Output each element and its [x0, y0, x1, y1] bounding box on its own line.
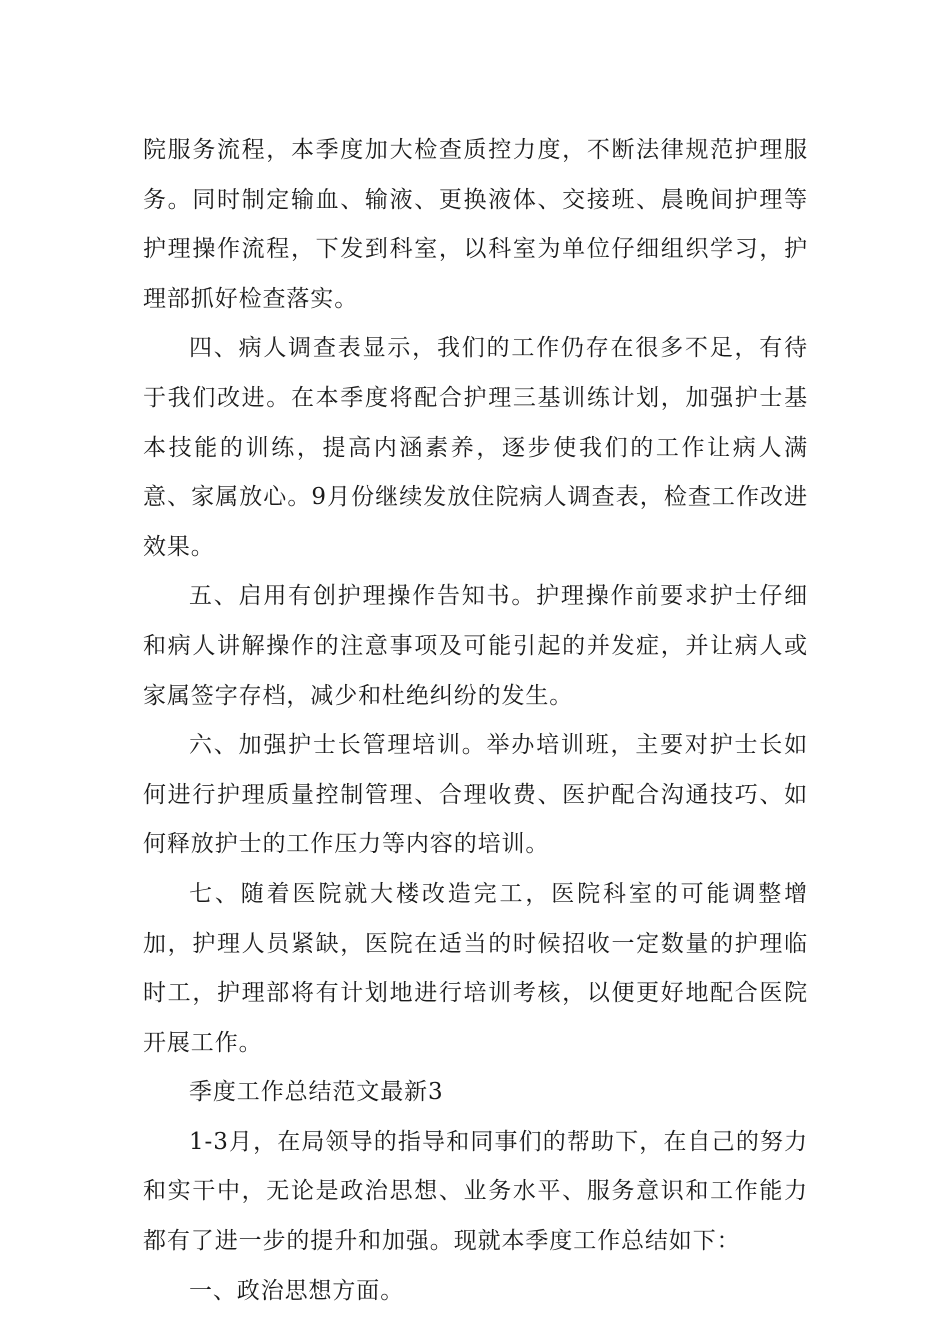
paragraph-intro: 1-3月，在局领导的指导和同事们的帮助下，在自己的努力和实干中，无论是政治思想、业务水平、服务意识和工作能力都有了进一步的提升和加强。现就本季度工作总结如下：: [143, 1128, 808, 1255]
paragraph-item-four: 四、病人调查表显示，我们的工作仍存在很多不足，有待于我们改进。在本季度将配合护理三基训练计划，加强护士基本技能的训练，提高内涵素养，逐步使我们的工作让病人满意、家属放心。9月份继续发放住院病人调查表，检查工作改进效果。: [143, 335, 808, 560]
paragraph-item-six: 六、加强护士长管理培训。举办培训班，主要对护士长如何进行护理质量控制管理、合理收费、医护配合沟通技巧、如何释放护士的工作压力等内容的培训。: [143, 732, 808, 858]
paragraph-item-seven: 七、随着医院就大楼改造完工，医院科室的可能调整增加，护理人员紧缺，医院在适当的时候招收一定数量的护理临时工，护理部将有计划地进行培训考核，以便更好地配合医院开展工作。: [143, 880, 808, 1056]
section-heading: 季度工作总结范文最新3: [189, 1079, 444, 1106]
document-body: [143, 126, 808, 1316]
paragraph-item-five: 五、启用有创护理操作告知书。护理操作前要求护士仔细和病人讲解操作的注意事项及可能引起的并发症，并让病人或家属签字存档，减少和杜绝纠纷的发生。: [143, 583, 808, 709]
paragraph-service-process: 院服务流程，本季度加大检查质控力度，不断法律规范护理服务。同时制定输血、输液、更换液体、交接班、晨晚间护理等护理操作流程，下发到科室，以科室为单位仔细组织学习，护理部抓好检查落实。: [143, 137, 808, 312]
paragraph-political-thought: 一、政治思想方面。: [189, 1277, 405, 1304]
